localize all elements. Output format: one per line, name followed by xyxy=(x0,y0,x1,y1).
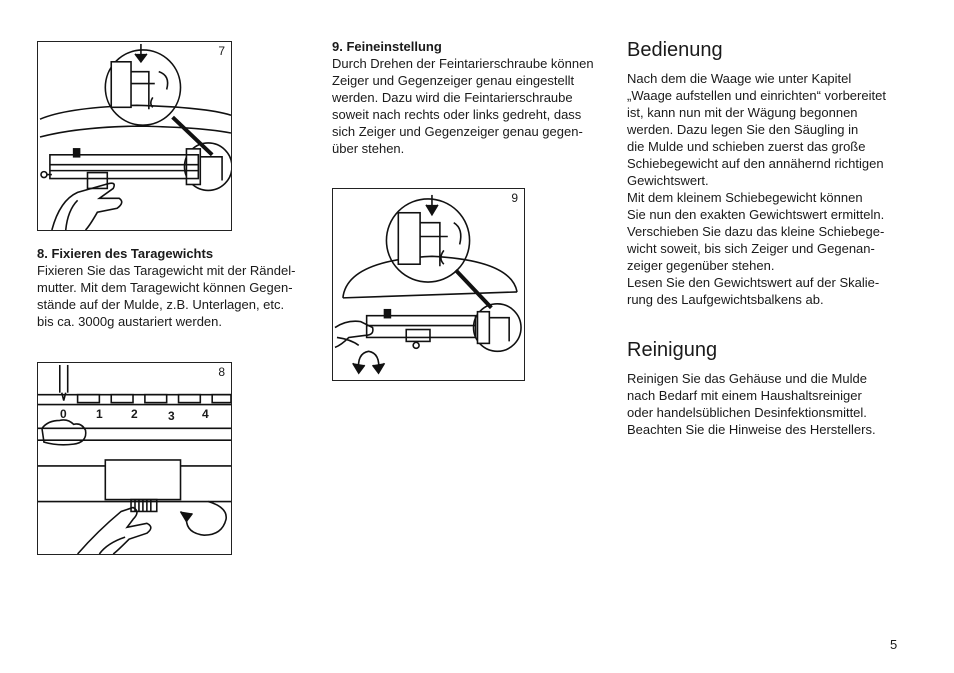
section-9-heading: 9. Feineinstellung xyxy=(332,39,442,54)
reinigung-line: Beachten Sie die Hinweise des Herstellers. xyxy=(627,422,876,437)
bedienung-line: Nach dem die Waage wie unter Kapitel xyxy=(627,71,852,86)
reinigung-section xyxy=(627,338,927,438)
bedienung-line: Mit dem kleinem Schiebegewicht können xyxy=(627,190,863,205)
bedienung-line: zeiger gegenüber stehen. xyxy=(627,258,775,273)
bedienung-line: „Waage aufstellen und einrichten“ vorbereitet xyxy=(627,88,886,103)
bedienung-line: Lesen Sie den Gewichtswert auf der Skalie- xyxy=(627,275,880,290)
figure-7 xyxy=(37,41,232,231)
bedienung-line: Verschieben Sie dazu das kleine Schiebege- xyxy=(627,224,885,239)
bedienung-line: werden. Dazu legen Sie den Säugling in xyxy=(627,122,859,137)
page-number: 5 xyxy=(890,637,898,652)
figure-8-scale-label: 0 xyxy=(60,407,67,421)
section-9-line: über stehen. xyxy=(332,141,405,156)
reinigung-line: Reinigen Sie das Gehäuse und die Mulde xyxy=(627,371,867,386)
section-9 xyxy=(332,39,617,157)
figure-8 xyxy=(37,362,232,555)
reinigung-line: oder handelsüblichen Desinfektionsmittel. xyxy=(627,405,867,420)
bedienung-section xyxy=(627,38,927,308)
section-9-line: Zeiger und Gegenzeiger genau eingestellt xyxy=(332,73,575,88)
bedienung-line: ist, kann nun mit der Wägung begonnen xyxy=(627,105,858,120)
figure-8-scale-label: 3 xyxy=(168,409,175,423)
figure-8-scale-label: 2 xyxy=(131,407,138,421)
section-8-line: bis ca. 3000g austariert werden. xyxy=(37,314,222,329)
section-8-line: stände auf der Mulde, z.B. Unterlagen, etc. xyxy=(37,297,285,312)
figure-9-number: 9 xyxy=(511,191,518,205)
figure-9 xyxy=(332,188,525,381)
section-9-line: soweit nach rechts oder links gedreht, dass xyxy=(332,107,582,122)
section-8-heading: 8. Fixieren des Taragewichts xyxy=(37,246,214,261)
figure-9-illustration xyxy=(333,189,524,380)
bedienung-title: Bedienung xyxy=(627,39,723,61)
figure-7-illustration xyxy=(38,42,231,230)
figure-8-number: 8 xyxy=(218,365,225,379)
reinigung-title: Reinigung xyxy=(627,339,718,361)
section-8-line: mutter. Mit dem Taragewicht können Gegen- xyxy=(37,280,293,295)
reinigung-line: nach Bedarf mit einem Haushaltsreiniger xyxy=(627,388,862,403)
bedienung-line: Gewichtswert. xyxy=(627,173,709,188)
section-8-line: Fixieren Sie das Taragewicht mit der Rändel- xyxy=(37,263,296,278)
figure-8-illustration xyxy=(38,363,231,554)
section-9-line: Durch Drehen der Feintarierschraube können xyxy=(332,56,594,71)
section-8 xyxy=(37,246,317,330)
section-9-line: werden. Dazu wird die Feintarierschraube xyxy=(332,90,573,105)
bedienung-line: wicht soweit, bis sich Zeiger und Gegenan- xyxy=(627,241,875,256)
bedienung-line: Schiebegewicht auf den annähernd richtigen xyxy=(627,156,884,171)
figure-7-number: 7 xyxy=(218,44,225,58)
section-9-line: sich Zeiger und Gegenzeiger genau gegen- xyxy=(332,124,583,139)
bedienung-line: Sie nun den exakten Gewichtswert ermitteln. xyxy=(627,207,885,222)
figure-8-scale-label: 1 xyxy=(96,407,103,421)
bedienung-line: die Mulde und schieben zuerst das große xyxy=(627,139,866,154)
bedienung-line: rung des Laufgewichtsbalkens ab. xyxy=(627,292,824,307)
figure-8-scale-label: 4 xyxy=(202,407,209,421)
